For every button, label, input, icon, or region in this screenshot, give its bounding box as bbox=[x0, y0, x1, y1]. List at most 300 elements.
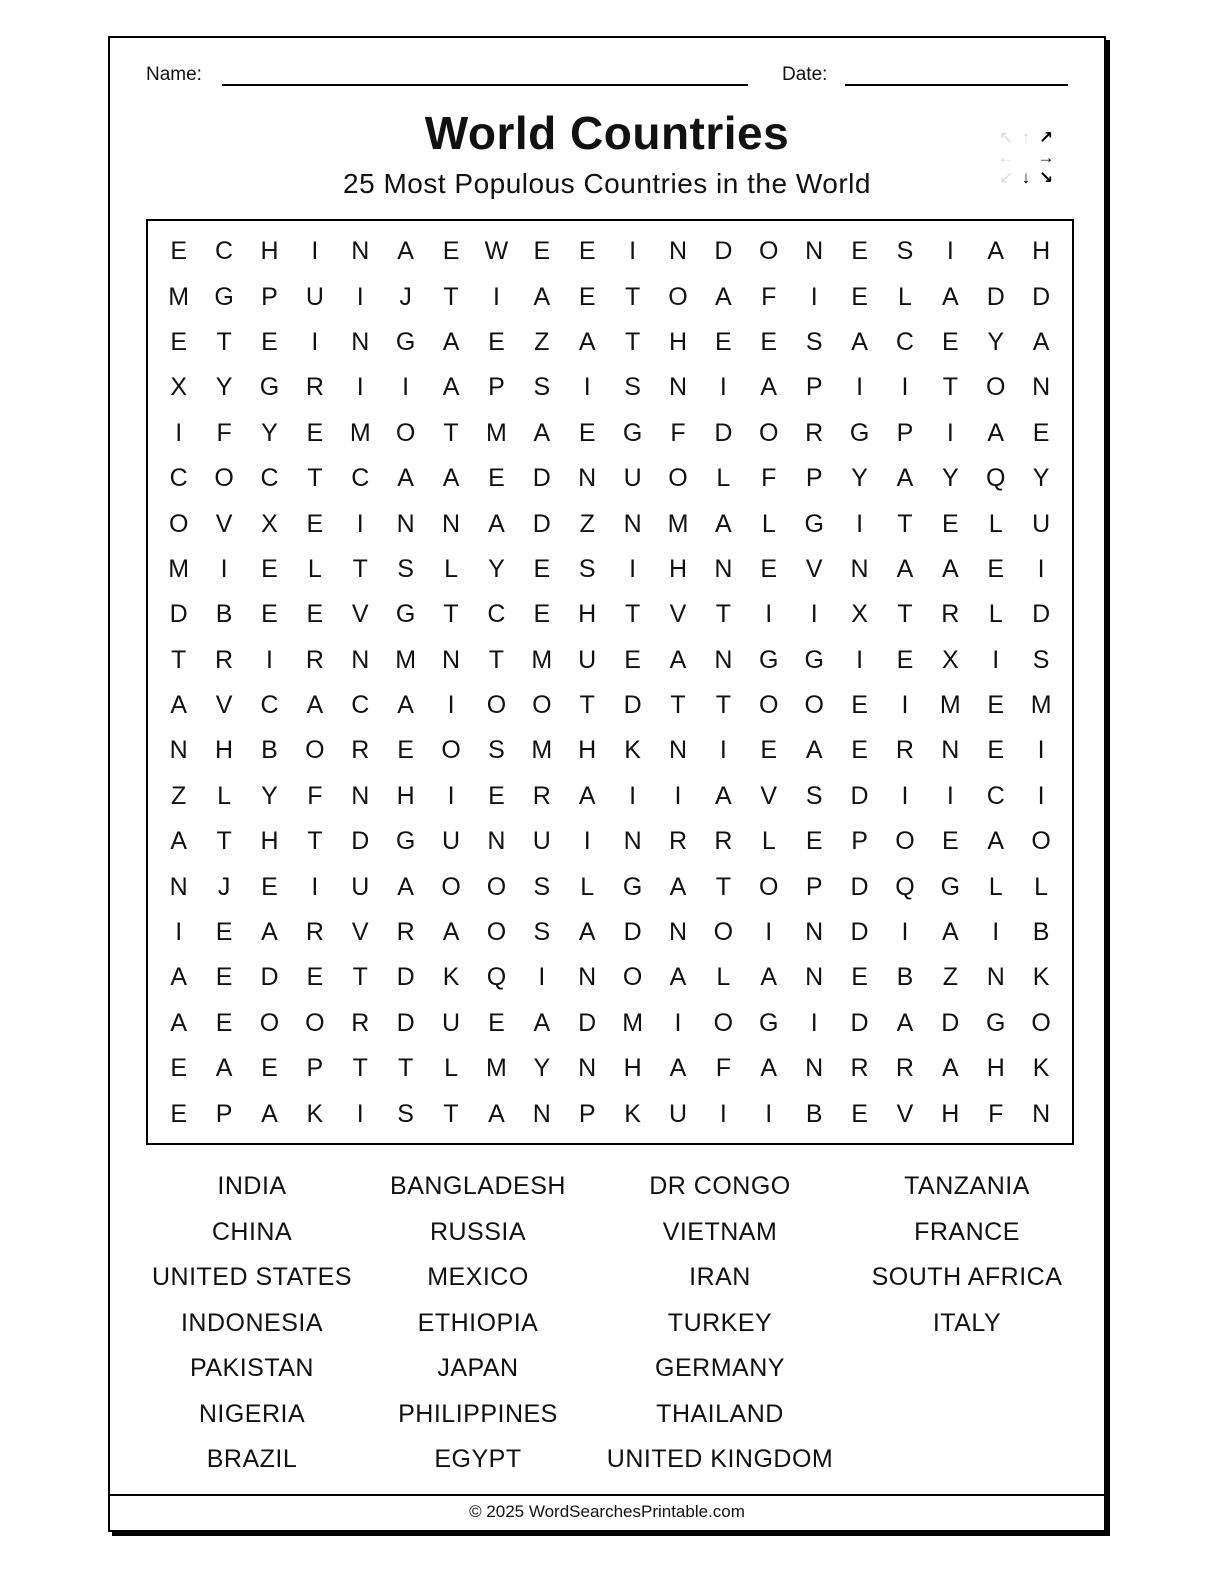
grid-cell[interactable]: A bbox=[261, 918, 278, 947]
grid-cell[interactable]: A bbox=[442, 918, 460, 947]
grid-cell[interactable]: I bbox=[447, 691, 455, 720]
grid-cell[interactable]: A bbox=[715, 781, 732, 810]
grid-cell[interactable]: H bbox=[668, 327, 688, 356]
grid-cell[interactable]: D bbox=[623, 918, 642, 947]
grid-cell[interactable]: E bbox=[488, 464, 505, 493]
grid-cell[interactable]: I bbox=[946, 781, 954, 810]
grid-cell[interactable]: A bbox=[715, 282, 732, 311]
grid-cell[interactable]: S bbox=[533, 373, 551, 402]
grid-cell[interactable]: I bbox=[765, 918, 773, 947]
grid-cell[interactable]: T bbox=[670, 691, 686, 720]
grid-cell[interactable]: A bbox=[442, 464, 460, 493]
grid-cell[interactable]: O bbox=[1031, 827, 1051, 856]
grid-cell[interactable]: G bbox=[395, 327, 416, 356]
grid-cell[interactable]: N bbox=[714, 645, 733, 674]
grid-cell[interactable]: I bbox=[810, 600, 818, 629]
grid-cell[interactable]: I bbox=[719, 736, 727, 765]
grid-cell[interactable]: O bbox=[713, 1008, 734, 1037]
grid-cell[interactable]: I bbox=[992, 645, 1000, 674]
grid-cell[interactable]: J bbox=[217, 872, 231, 901]
grid-cell[interactable]: E bbox=[896, 645, 914, 674]
grid-cell[interactable]: N bbox=[442, 645, 461, 674]
grid-cell[interactable]: N bbox=[578, 464, 597, 493]
grid-cell[interactable]: I bbox=[674, 781, 682, 810]
grid-cell[interactable]: G bbox=[622, 418, 643, 447]
grid-cell[interactable]: M bbox=[531, 736, 553, 765]
grid-cell[interactable]: A bbox=[261, 1099, 278, 1128]
grid-cell[interactable]: E bbox=[578, 282, 596, 311]
grid-cell[interactable]: L bbox=[444, 1054, 458, 1083]
grid-cell[interactable]: R bbox=[305, 373, 324, 402]
grid-cell[interactable]: G bbox=[214, 282, 234, 311]
grid-cell[interactable]: E bbox=[261, 554, 278, 583]
grid-cell[interactable]: L bbox=[761, 509, 776, 538]
grid-cell[interactable]: V bbox=[215, 509, 233, 538]
grid-cell[interactable]: I bbox=[583, 373, 591, 402]
grid-cell[interactable]: A bbox=[170, 827, 188, 856]
grid-cell[interactable]: N bbox=[351, 781, 370, 810]
grid-cell[interactable]: X bbox=[261, 509, 278, 538]
grid-cell[interactable]: G bbox=[259, 373, 280, 402]
grid-cell[interactable]: Y bbox=[941, 464, 959, 493]
grid-cell[interactable]: G bbox=[759, 645, 779, 674]
grid-cell[interactable]: T bbox=[715, 872, 732, 901]
grid-cell[interactable]: I bbox=[1037, 554, 1045, 583]
grid-cell[interactable]: A bbox=[488, 509, 505, 538]
grid-cell[interactable]: N bbox=[668, 736, 688, 765]
grid-cell[interactable]: E bbox=[488, 1008, 505, 1037]
grid-cell[interactable]: F bbox=[988, 1099, 1004, 1128]
grid-cell[interactable]: N bbox=[668, 237, 688, 266]
grid-cell[interactable]: E bbox=[397, 736, 414, 765]
grid-cell[interactable]: E bbox=[624, 645, 641, 674]
grid-cell[interactable]: A bbox=[533, 418, 551, 447]
grid-cell[interactable]: O bbox=[622, 963, 643, 992]
grid-cell[interactable]: Z bbox=[534, 327, 550, 356]
grid-cell[interactable]: E bbox=[215, 963, 233, 992]
grid-cell[interactable]: E bbox=[170, 237, 188, 266]
grid-cell[interactable]: I bbox=[311, 237, 319, 266]
grid-cell[interactable]: A bbox=[941, 1054, 959, 1083]
grid-cell[interactable]: A bbox=[170, 691, 188, 720]
grid-cell[interactable]: R bbox=[305, 645, 324, 674]
grid-cell[interactable]: N bbox=[487, 827, 506, 856]
grid-cell[interactable]: V bbox=[351, 918, 369, 947]
grid-cell[interactable]: H bbox=[623, 1054, 642, 1083]
grid-cell[interactable]: A bbox=[941, 282, 959, 311]
grid-cell[interactable]: A bbox=[397, 464, 414, 493]
grid-cell[interactable]: T bbox=[897, 509, 913, 538]
grid-cell[interactable]: E bbox=[941, 327, 959, 356]
grid-cell[interactable]: O bbox=[259, 1008, 280, 1037]
grid-cell[interactable]: A bbox=[987, 237, 1005, 266]
grid-cell[interactable]: E bbox=[533, 554, 551, 583]
grid-cell[interactable]: E bbox=[760, 736, 778, 765]
grid-cell[interactable]: Q bbox=[986, 464, 1006, 493]
grid-cell[interactable]: I bbox=[901, 781, 909, 810]
grid-cell[interactable]: K bbox=[1032, 963, 1050, 992]
grid-cell[interactable]: I bbox=[901, 918, 909, 947]
grid-cell[interactable]: W bbox=[484, 237, 509, 266]
grid-cell[interactable]: A bbox=[760, 373, 778, 402]
grid-cell[interactable]: O bbox=[441, 736, 461, 765]
grid-cell[interactable]: N bbox=[623, 827, 642, 856]
grid-cell[interactable]: U bbox=[578, 645, 597, 674]
grid-cell[interactable]: D bbox=[714, 237, 733, 266]
grid-cell[interactable]: O bbox=[668, 464, 688, 493]
grid-cell[interactable]: C bbox=[215, 237, 234, 266]
grid-cell[interactable]: A bbox=[1032, 327, 1050, 356]
grid-cell[interactable]: H bbox=[1032, 237, 1051, 266]
grid-cell[interactable]: I bbox=[856, 645, 864, 674]
grid-cell[interactable]: S bbox=[533, 872, 551, 901]
grid-cell[interactable]: K bbox=[1032, 1054, 1050, 1083]
grid-cell[interactable]: H bbox=[578, 600, 597, 629]
grid-cell[interactable]: C bbox=[986, 781, 1005, 810]
grid-cell[interactable]: I bbox=[492, 282, 500, 311]
grid-cell[interactable]: R bbox=[895, 736, 914, 765]
grid-cell[interactable]: M bbox=[1030, 691, 1052, 720]
grid-cell[interactable]: Z bbox=[942, 963, 958, 992]
grid-cell[interactable]: I bbox=[629, 237, 637, 266]
grid-cell[interactable]: I bbox=[583, 827, 591, 856]
grid-cell[interactable]: R bbox=[805, 418, 824, 447]
grid-cell[interactable]: R bbox=[532, 781, 551, 810]
grid-cell[interactable]: Z bbox=[171, 781, 187, 810]
grid-cell[interactable]: P bbox=[805, 373, 823, 402]
grid-cell[interactable]: C bbox=[169, 464, 188, 493]
grid-cell[interactable]: V bbox=[896, 1099, 914, 1128]
grid-cell[interactable]: E bbox=[987, 736, 1005, 765]
grid-cell[interactable]: U bbox=[623, 464, 642, 493]
grid-cell[interactable]: F bbox=[216, 418, 232, 447]
grid-cell[interactable]: C bbox=[895, 327, 914, 356]
grid-cell[interactable]: N bbox=[396, 509, 415, 538]
grid-cell[interactable]: E bbox=[170, 1054, 188, 1083]
grid-cell[interactable]: I bbox=[356, 1099, 364, 1128]
grid-cell[interactable]: Y bbox=[1032, 464, 1050, 493]
grid-cell[interactable]: I bbox=[356, 373, 364, 402]
grid-cell[interactable]: O bbox=[486, 691, 507, 720]
grid-cell[interactable]: A bbox=[578, 918, 596, 947]
grid-cell[interactable]: V bbox=[215, 691, 233, 720]
grid-cell[interactable]: Y bbox=[215, 373, 233, 402]
grid-cell[interactable]: D bbox=[351, 827, 370, 856]
grid-cell[interactable]: L bbox=[988, 872, 1003, 901]
grid-cell[interactable]: N bbox=[623, 509, 642, 538]
grid-cell[interactable]: I bbox=[629, 781, 637, 810]
grid-cell[interactable]: T bbox=[443, 1099, 459, 1128]
grid-cell[interactable]: T bbox=[488, 645, 505, 674]
grid-cell[interactable]: N bbox=[442, 509, 461, 538]
grid-cell[interactable]: M bbox=[168, 282, 190, 311]
grid-cell[interactable]: F bbox=[670, 418, 686, 447]
grid-cell[interactable]: Q bbox=[895, 872, 915, 901]
grid-cell[interactable]: G bbox=[395, 827, 416, 856]
grid-cell[interactable]: F bbox=[307, 781, 323, 810]
grid-cell[interactable]: G bbox=[804, 645, 824, 674]
grid-cell[interactable]: C bbox=[351, 691, 370, 720]
grid-cell[interactable]: A bbox=[896, 554, 914, 583]
grid-cell[interactable]: N bbox=[805, 963, 824, 992]
grid-cell[interactable]: D bbox=[260, 963, 279, 992]
grid-cell[interactable]: T bbox=[352, 554, 368, 583]
grid-cell[interactable]: S bbox=[896, 237, 914, 266]
grid-cell[interactable]: G bbox=[759, 1008, 779, 1037]
grid-cell[interactable]: A bbox=[170, 963, 188, 992]
grid-cell[interactable]: L bbox=[716, 963, 731, 992]
grid-cell[interactable]: I bbox=[856, 509, 864, 538]
grid-cell[interactable]: A bbox=[578, 781, 596, 810]
grid-cell[interactable]: E bbox=[851, 237, 868, 266]
grid-cell[interactable]: I bbox=[402, 373, 410, 402]
grid-cell[interactable]: N bbox=[351, 645, 370, 674]
grid-cell[interactable]: O bbox=[168, 509, 189, 538]
grid-cell[interactable]: N bbox=[578, 963, 597, 992]
grid-cell[interactable]: A bbox=[170, 1008, 188, 1037]
grid-cell[interactable]: A bbox=[442, 327, 460, 356]
grid-cell[interactable]: Y bbox=[488, 554, 505, 583]
grid-cell[interactable]: K bbox=[306, 1099, 324, 1128]
grid-cell[interactable]: A bbox=[669, 963, 687, 992]
grid-cell[interactable]: F bbox=[761, 464, 777, 493]
grid-cell[interactable]: L bbox=[1034, 872, 1049, 901]
grid-cell[interactable]: M bbox=[531, 645, 553, 674]
grid-cell[interactable]: I bbox=[901, 691, 909, 720]
grid-cell[interactable]: A bbox=[805, 736, 823, 765]
grid-cell[interactable]: H bbox=[215, 736, 234, 765]
grid-cell[interactable]: M bbox=[395, 645, 417, 674]
grid-cell[interactable]: D bbox=[623, 691, 642, 720]
grid-cell[interactable]: U bbox=[305, 282, 324, 311]
grid-cell[interactable]: E bbox=[306, 509, 324, 538]
grid-cell[interactable]: Y bbox=[533, 1054, 551, 1083]
grid-cell[interactable]: D bbox=[714, 418, 733, 447]
grid-cell[interactable]: D bbox=[396, 963, 415, 992]
grid-cell[interactable]: A bbox=[987, 418, 1005, 447]
grid-cell[interactable]: T bbox=[942, 373, 958, 402]
grid-cell[interactable]: M bbox=[939, 691, 961, 720]
grid-cell[interactable]: E bbox=[987, 554, 1005, 583]
grid-cell[interactable]: E bbox=[851, 1099, 868, 1128]
grid-cell[interactable]: A bbox=[397, 237, 414, 266]
grid-cell[interactable]: M bbox=[486, 418, 507, 447]
grid-cell[interactable]: C bbox=[351, 464, 370, 493]
grid-cell[interactable]: O bbox=[804, 691, 824, 720]
grid-cell[interactable]: L bbox=[580, 872, 595, 901]
grid-cell[interactable]: P bbox=[261, 282, 278, 311]
grid-cell[interactable]: E bbox=[215, 1008, 233, 1037]
grid-cell[interactable]: A bbox=[442, 373, 460, 402]
grid-cell[interactable]: G bbox=[395, 600, 416, 629]
grid-cell[interactable]: E bbox=[1032, 418, 1050, 447]
grid-cell[interactable]: D bbox=[532, 509, 551, 538]
grid-cell[interactable]: O bbox=[713, 918, 734, 947]
grid-cell[interactable]: N bbox=[578, 1054, 597, 1083]
grid-cell[interactable]: S bbox=[805, 327, 823, 356]
grid-cell[interactable]: A bbox=[533, 282, 551, 311]
grid-cell[interactable]: E bbox=[941, 509, 959, 538]
grid-cell[interactable]: T bbox=[443, 418, 459, 447]
grid-cell[interactable]: I bbox=[220, 554, 228, 583]
grid-cell[interactable]: N bbox=[668, 918, 688, 947]
grid-cell[interactable]: N bbox=[351, 237, 370, 266]
grid-cell[interactable]: I bbox=[356, 282, 364, 311]
grid-cell[interactable]: E bbox=[987, 691, 1005, 720]
grid-cell[interactable]: V bbox=[669, 600, 687, 629]
grid-cell[interactable]: H bbox=[260, 237, 279, 266]
grid-cell[interactable]: K bbox=[442, 963, 460, 992]
grid-cell[interactable]: I bbox=[629, 554, 637, 583]
grid-cell[interactable]: R bbox=[668, 827, 688, 856]
grid-cell[interactable]: U bbox=[668, 1099, 688, 1128]
grid-cell[interactable]: D bbox=[850, 872, 869, 901]
grid-cell[interactable]: E bbox=[760, 554, 778, 583]
grid-cell[interactable]: U bbox=[442, 827, 461, 856]
grid-cell[interactable]: P bbox=[306, 1054, 324, 1083]
grid-cell[interactable]: E bbox=[851, 282, 868, 311]
grid-cell[interactable]: L bbox=[988, 509, 1003, 538]
grid-cell[interactable]: T bbox=[624, 327, 641, 356]
grid-cell[interactable]: E bbox=[261, 1054, 278, 1083]
grid-cell[interactable]: E bbox=[851, 736, 868, 765]
grid-cell[interactable]: I bbox=[175, 418, 183, 447]
grid-cell[interactable]: A bbox=[669, 1054, 687, 1083]
grid-cell[interactable]: L bbox=[444, 554, 458, 583]
grid-cell[interactable]: I bbox=[311, 872, 319, 901]
grid-cell[interactable]: M bbox=[667, 509, 689, 538]
grid-cell[interactable]: P bbox=[805, 464, 823, 493]
grid-cell[interactable]: O bbox=[532, 691, 552, 720]
grid-cell[interactable]: P bbox=[896, 418, 914, 447]
grid-cell[interactable]: I bbox=[447, 781, 455, 810]
grid-cell[interactable]: A bbox=[669, 872, 687, 901]
grid-cell[interactable]: H bbox=[578, 736, 597, 765]
grid-cell[interactable]: D bbox=[1032, 282, 1051, 311]
grid-cell[interactable]: H bbox=[396, 781, 415, 810]
grid-cell[interactable]: E bbox=[760, 327, 778, 356]
grid-cell[interactable]: B bbox=[261, 736, 278, 765]
grid-cell[interactable]: B bbox=[1032, 918, 1050, 947]
grid-cell[interactable]: O bbox=[305, 736, 325, 765]
grid-cell[interactable]: U bbox=[442, 1008, 461, 1037]
grid-cell[interactable]: I bbox=[992, 918, 1000, 947]
grid-cell[interactable]: E bbox=[215, 918, 233, 947]
grid-cell[interactable]: N bbox=[714, 554, 733, 583]
grid-cell[interactable]: T bbox=[715, 600, 732, 629]
grid-cell[interactable]: Y bbox=[851, 464, 868, 493]
grid-cell[interactable]: R bbox=[941, 600, 960, 629]
grid-cell[interactable]: R bbox=[305, 918, 324, 947]
grid-cell[interactable]: G bbox=[622, 872, 643, 901]
grid-cell[interactable]: A bbox=[896, 464, 914, 493]
grid-cell[interactable]: I bbox=[674, 1008, 682, 1037]
grid-cell[interactable]: L bbox=[988, 600, 1003, 629]
grid-cell[interactable]: L bbox=[217, 781, 232, 810]
grid-cell[interactable]: E bbox=[261, 872, 278, 901]
grid-cell[interactable]: L bbox=[761, 827, 776, 856]
grid-cell[interactable]: X bbox=[170, 373, 188, 402]
grid-cell[interactable]: D bbox=[850, 918, 869, 947]
grid-cell[interactable]: E bbox=[851, 963, 868, 992]
grid-cell[interactable]: M bbox=[349, 418, 371, 447]
grid-cell[interactable]: O bbox=[759, 418, 779, 447]
grid-cell[interactable]: R bbox=[351, 1008, 370, 1037]
grid-cell[interactable]: G bbox=[849, 418, 870, 447]
grid-cell[interactable]: A bbox=[760, 963, 778, 992]
grid-cell[interactable]: O bbox=[395, 418, 416, 447]
grid-cell[interactable]: O bbox=[214, 464, 234, 493]
grid-cell[interactable]: O bbox=[895, 827, 915, 856]
grid-cell[interactable]: A bbox=[941, 554, 959, 583]
grid-cell[interactable]: A bbox=[896, 1008, 914, 1037]
grid-cell[interactable]: A bbox=[851, 327, 868, 356]
grid-cell[interactable]: R bbox=[396, 918, 415, 947]
grid-cell[interactable]: O bbox=[441, 872, 461, 901]
grid-cell[interactable]: R bbox=[895, 1054, 914, 1083]
grid-cell[interactable]: E bbox=[488, 327, 505, 356]
grid-cell[interactable]: U bbox=[532, 827, 551, 856]
grid-cell[interactable]: K bbox=[624, 736, 641, 765]
grid-cell[interactable]: S bbox=[805, 781, 823, 810]
grid-cell[interactable]: O bbox=[486, 872, 507, 901]
grid-cell[interactable]: S bbox=[397, 554, 414, 583]
grid-cell[interactable]: R bbox=[850, 1054, 869, 1083]
grid-cell[interactable]: X bbox=[941, 645, 959, 674]
grid-cell[interactable]: N bbox=[805, 918, 824, 947]
grid-cell[interactable]: T bbox=[352, 1054, 368, 1083]
grid-cell[interactable]: I bbox=[856, 373, 864, 402]
grid-cell[interactable]: T bbox=[216, 827, 232, 856]
grid-cell[interactable]: E bbox=[306, 963, 324, 992]
grid-cell[interactable]: E bbox=[306, 418, 324, 447]
grid-cell[interactable]: A bbox=[987, 827, 1005, 856]
grid-cell[interactable]: T bbox=[443, 282, 459, 311]
grid-cell[interactable]: N bbox=[1032, 1099, 1051, 1128]
grid-cell[interactable]: I bbox=[810, 1008, 818, 1037]
grid-cell[interactable]: D bbox=[850, 1008, 869, 1037]
grid-cell[interactable]: E bbox=[170, 1099, 188, 1128]
grid-cell[interactable]: F bbox=[715, 1054, 732, 1083]
grid-cell[interactable]: V bbox=[351, 600, 369, 629]
grid-cell[interactable]: M bbox=[486, 1054, 507, 1083]
grid-cell[interactable]: D bbox=[578, 1008, 597, 1037]
name-field-line[interactable] bbox=[222, 84, 748, 86]
grid-cell[interactable]: I bbox=[946, 418, 954, 447]
grid-cell[interactable]: I bbox=[175, 918, 183, 947]
grid-cell[interactable]: O bbox=[986, 373, 1006, 402]
grid-cell[interactable]: E bbox=[851, 691, 868, 720]
grid-cell[interactable]: O bbox=[305, 1008, 325, 1037]
grid-cell[interactable]: O bbox=[1031, 1008, 1051, 1037]
grid-cell[interactable]: O bbox=[486, 918, 507, 947]
grid-cell[interactable]: I bbox=[266, 645, 273, 674]
grid-cell[interactable]: B bbox=[805, 1099, 823, 1128]
grid-cell[interactable]: G bbox=[986, 1008, 1006, 1037]
grid-cell[interactable]: A bbox=[715, 509, 732, 538]
grid-cell[interactable]: E bbox=[261, 600, 278, 629]
grid-cell[interactable]: N bbox=[1032, 373, 1051, 402]
grid-cell[interactable]: E bbox=[488, 781, 505, 810]
grid-cell[interactable]: S bbox=[624, 373, 641, 402]
grid-cell[interactable]: E bbox=[941, 827, 959, 856]
grid-cell[interactable]: S bbox=[397, 1099, 414, 1128]
grid-cell[interactable]: N bbox=[941, 736, 960, 765]
grid-cell[interactable]: U bbox=[1032, 509, 1051, 538]
grid-cell[interactable]: E bbox=[170, 327, 188, 356]
grid-cell[interactable]: T bbox=[307, 827, 323, 856]
grid-cell[interactable]: H bbox=[941, 1099, 960, 1128]
